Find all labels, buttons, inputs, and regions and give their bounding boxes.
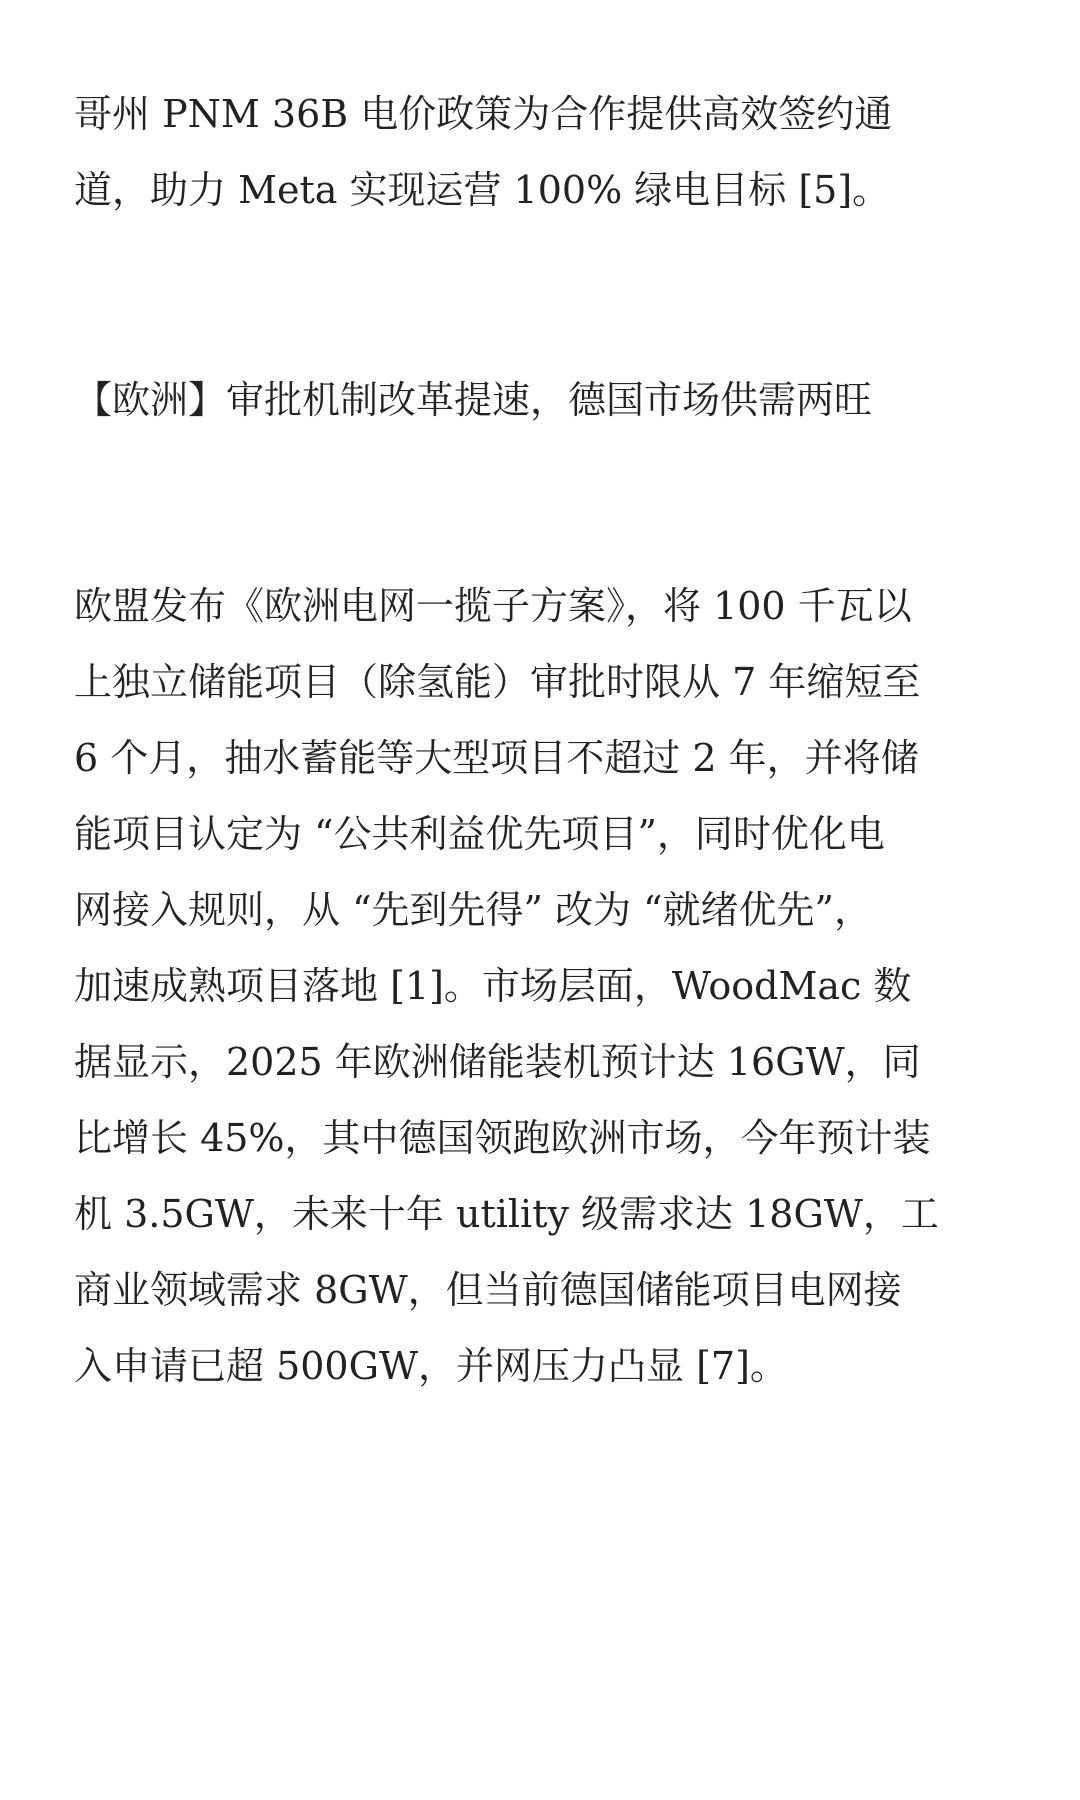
section-heading xyxy=(74,362,1014,438)
section-heading-text: 【欧洲】审批机制改革提速，德国市场供需两旺 xyxy=(74,378,873,422)
body-line: 网接入规则，从 “先到先得” 改为 “就绪优先”， xyxy=(74,888,872,932)
body-line: 上独立储能项目（除氢能）审批时限从 7 年缩短至 xyxy=(74,660,921,704)
intro-line: 道，助力 Meta 实现运营 100% 绿电目标 [5]。 xyxy=(74,168,891,212)
body-line: 机 3.5GW，未来十年 utility 级需求达 18GW，工 xyxy=(74,1192,939,1236)
body-line: 据显示，2025 年欧洲储能装机预计达 16GW，同 xyxy=(74,1040,921,1084)
body-line: 商业领域需求 8GW，但当前德国储能项目电网接 xyxy=(74,1268,902,1312)
body-paragraph xyxy=(74,568,1014,1404)
body-line: 6 个月，抽水蓄能等大型项目不超过 2 年，并将储 xyxy=(74,736,919,780)
body-line: 入申请已超 500GW，并网压力凸显 [7]。 xyxy=(74,1344,788,1388)
body-line: 欧盟发布《欧洲电网一揽子方案》，将 100 千瓦以 xyxy=(74,584,912,628)
body-line: 加速成熟项目落地 [1]。市场层面，WoodMac 数 xyxy=(74,964,912,1008)
intro-line: 哥州 PNM 36B 电价政策为合作提供高效签约通 xyxy=(74,92,893,136)
intro-paragraph xyxy=(74,76,1014,228)
body-line: 能项目认定为 “公共利益优先项目”，同时优化电 xyxy=(74,812,885,856)
body-line: 比增长 45%，其中德国领跑欧洲市场，今年预计装 xyxy=(74,1116,931,1160)
